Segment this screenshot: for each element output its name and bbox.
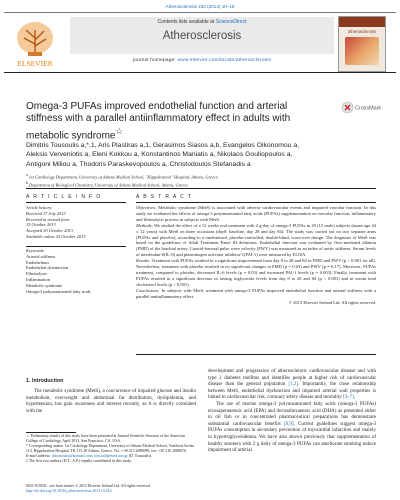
keywords-label: Keywords: [26,248,45,253]
keywords-divider [26,246,126,247]
author-list [26,141,376,169]
affiliation-divider [26,188,376,189]
reference-link[interactable]: [3–7] [342,395,354,401]
history-revised-date: 15 October 2013 [26,222,56,228]
keyword-item: Metabolic syndrome [26,282,63,288]
keyword-item: Endothelial dysfunction [26,265,69,271]
article-info-heading: A R T I C L E I N F O [26,194,102,200]
cover-title: atherosclerosis [347,29,377,34]
keywords-block [26,248,126,294]
affiliation-a: $^a$ 1st Cardiology Department, University of Athens Medical School, "Hippokration" Hospital, Athens, Greece [26,173,218,180]
footnote-preliminary: ☆ Preliminary results of this study have been presented at Annual Scientific Sessions of the American College of Cardiology, April 2013, San Francisco, CA, USA. [26,434,185,443]
body-paragraph: The use of marine omega-3 polyunsaturated fatty acids (omega-3 PUFAs) eicosapentaenoic acid (EPA) and docosahexaenoic acid (DHA) as presented either in oil fish or in concentrated pharmaceutical preparations has demonstrate substantial cardiovascular benefits [8,9]. Current guidelines suggest omega-3 PUFAs consumption in secondary prevention of myocardial infarction and mainly in hypertriglyceridemia. We have also shown previously that supplementation of healthy smokers with 2 g daily of omega-3 PUFAs can ameliorate smoking induce impairment of arterial [208,401,376,454]
doi-link[interactable]: http://dx.doi.org/10.1016/j.atherosclerosis.2013.10.014 [26,489,112,493]
journal-cover-thumbnail [338,16,386,72]
keyword-item: Omega-3 polyunsaturated fatty acids [26,288,91,294]
page-footer [26,484,226,494]
affiliation-b: $^b$ Department of Biological Chemistry, University of Athens Medical School, Athens, Greece [26,181,188,188]
keyword-item: Arterial stiffness [26,253,56,259]
abstract-bottom-divider [136,354,376,355]
crossmark-icon[interactable] [341,101,383,114]
footnote-equal-contribution: 1 The first two authors (D.T., A.P.) equally contributed in this study. [26,459,132,463]
keyword-item: Endothelium [26,259,49,265]
journal-citation: Atherosclerosis 232 (2014) 10–16 [165,4,235,9]
abstract-objectives: Objectives: Metabolic syndrome (MetS) is associated with adverse cardiovascular events and impaired vascular function. In this study we evaluated the effects of omega-3 polyunsaturated fatty acids (PUFAs) supplementation on vascular function, inflammatory and fibrinolytic process in subjects with MetS. [136,205,376,222]
history-label: Article history: [26,205,53,210]
article-title-text: Omega-3 PUFAs improved endothelial function and arterial stiffness with a parallel antiinflammatory effect in adults with metabolic syndrome [26,101,291,142]
contents-prefix: Contents lists available at [157,19,216,25]
abstract-conclusions: Conclusions: In subjects with MetS, treatment with omega-3 PUFAs improved endothelial function and arterial stiffness with a parallel antiinflammatory effect. [136,287,376,299]
body-column-right [208,369,376,455]
history-received: Received 17 July 2013 [26,210,66,216]
elsevier-logo-icon [4,16,66,70]
cover-band [339,17,385,27]
journal-homepage [70,58,334,63]
abstract-heading: A B S T R A C T [136,194,193,200]
footnote-divider [26,432,76,433]
history-online: Available online 25 October 2013 [26,233,86,239]
affiliations [26,172,376,189]
footnote-corresponding: * Corresponding author. 1st Cardiology Department, University of Athens Medical School, Vasilissis Sofias 114, Hippokration Hospital, TK 115 28 Athens, Greece. Tel.: +30 213 2088099; fax: +30 210 2088676. [26,444,194,453]
article-info-divider [26,202,126,203]
homepage-prefix: journal homepage: [132,58,178,63]
title-footnote-mark: ☆ [115,126,123,136]
footnote-email: E-mail address: drtousoulis@hotmail.com, tousouli@med.uoa.gr (D. Tousoulis). [26,454,153,458]
body-column-left [26,389,196,415]
reference-link[interactable]: [1,2] [288,382,299,388]
history-revised-label: Received in revised form [26,216,70,222]
abstract-results: Results: Treatment with PUFAs resulted in a significant improvement from day 0 to 28 and 84 in FMD and PWV (p < 0.001 for all). Nevertheless, treatment with placebo resulted in no significant changes in FMD (p = 0.63) and PWV (p = 0.17). Moreover, PUFAs treatment, compared to placebo, decreased IL-6 levels (p = 0.03) and increased PAI-1 levels (p = 0.003). Finally, treatment with PUFAs resulted in a significant decrease in fasting triglyceride levels from day 0 to 28 and 84 (p < 0.001) and in serum total cholesterol levels (p < 0.001). [136,258,376,287]
reference-link[interactable]: [8,9] [284,421,294,427]
history-accepted: Accepted 30 October 2013 [26,228,73,234]
abstract-divider [136,202,376,203]
body-paragraph: development and progression of atherosclerotic cardiovascular disease and with type 2 diabetes mellitus and identifies people at higher risk of cardiovascular disease than the general population [1,2]. Importantly, the close relationship between MetS, endothelial dysfunction and impaired arterial wall properties is linked to cardiovascular risk, coronary artery disease and mortality [3–7]. [208,369,376,401]
homepage-link[interactable]: www.elsevier.com/locate/atherosclerosis [177,58,272,63]
authors-line-1: Dimitris Tousoulis a,*,1, Aris Plastiras a,1, Gerasimos Siasos a,b, Evangelos Oikonomou a, [26,142,299,149]
footnotes [26,434,196,464]
email-link[interactable]: drtousoulis@hotmail.com [51,454,93,458]
section-heading-introduction: 1. Introduction [26,378,64,384]
abstract-copyright: © 2013 Elsevier Ireland Ltd. All rights reserved. [288,299,376,305]
cover-image [345,37,379,65]
journal-title: Atherosclerosis [162,30,242,42]
abstract-methods: Methods: We studied the effect of a 12 weeks oral treatment with 2 g/day of omega-3 PUFAs in 29 (15 male) subjects (mean age 44 ± 12 years) with MetS on three occasions (day0: baseline, day 28 and day 84). The study was carried out on two separate arms (PUFAs and placebo), according to a randomized, placebo-controlled, double-blind, cross-over design. The diagnosis of MetS was based on the guidelines of Adult Treatment Panel III definition. Endothelial function was evaluated by flow-mediated dilation (FMD) of the brachial artery. Carotid-femoral pulse wave velocity (PWV) was measured as an index of aortic stiffness. Serum levels of interleukin-6(IL-6) and plasminogen activator inhibitor-1(PAI-1) were measured by ELISA. [136,222,376,258]
article-title [26,101,316,142]
intro-paragraph: The metabolic syndrome (MetS), a concurrence of impaired glucose and insulin metabolism, overweight and abdominal fat distribution, dyslipidemia, and hypertension, has gain awareness and interest recently, as it is directly correlated with the [26,389,196,414]
keyword-item: Fibrinolysis [26,271,47,277]
header-divider [4,72,396,73]
keyword-item: Inflammation [26,276,50,282]
authors-line-3: Antigoni Miliou a, Thodoris Paraskevopoulos a, Christodoulos Stefanadis a [26,160,251,168]
issn-line: 0021-9150/$ – see front matter © 2013 Elsevier Ireland Ltd. All rights reserved. [26,484,151,488]
article-history [26,205,126,240]
crossmark-label: CrossMark [355,105,382,112]
sciencedirect-link[interactable]: ScienceDirect [215,19,247,25]
email-link[interactable]: tousouli@med.uoa.gr [94,454,128,458]
publisher-wordmark: ELSEVIER [17,59,53,68]
authors-line-2: Aleksis Verveniotis a, Eleni Kokkou a, Konstantinos Maniatis a, Nikolaos Gouliopoulos a, [26,151,293,159]
abstract-body [136,205,376,305]
contents-line [70,19,334,25]
